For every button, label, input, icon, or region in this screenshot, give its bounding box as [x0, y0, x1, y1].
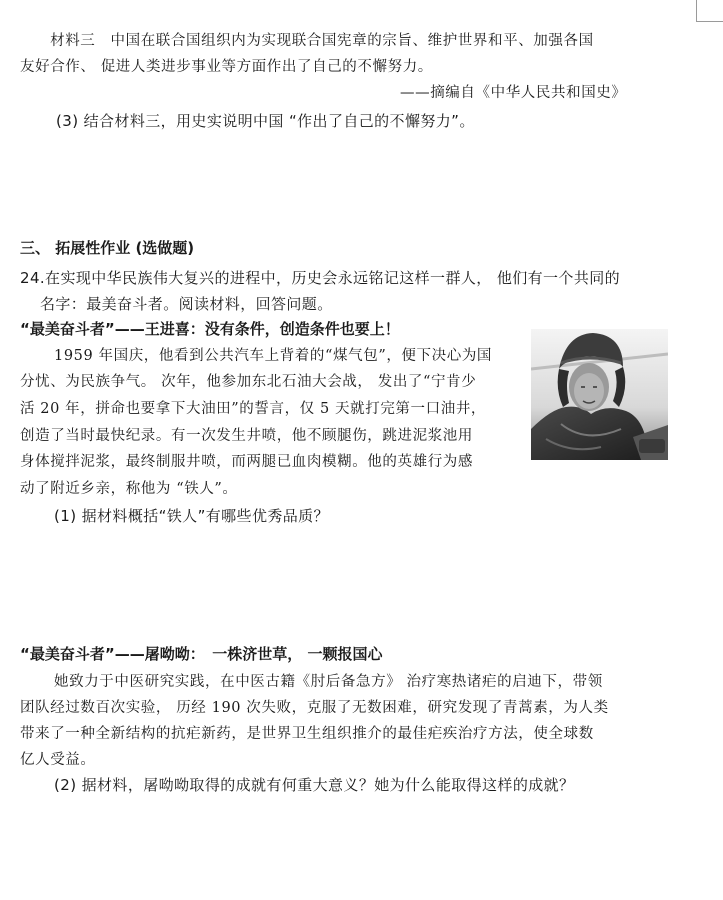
- tu-heading: “最美奋斗者”——屠呦呦： 一株济世草， 一颗报国心: [20, 645, 383, 663]
- tu-line-1: 她致力于中医研究实践，在中医古籍《肘后备急方》 治疗寒热诸疟的启迪下，带领: [54, 674, 603, 690]
- tu-line-2: 团队经过数百次实验， 历经 190 次失败，克服了无数困难，研究发现了青蒿素，为人类: [20, 700, 609, 716]
- wang-line-5: 身体搅拌泥浆，最终制服井喷，而两腿已血肉模糊。他的英雄行为感: [20, 454, 473, 470]
- wang-heading: “最美奋斗者”——王进喜：没有条件，创造条件也要上！: [20, 320, 400, 338]
- tu-question: (2) 据材料，屠呦呦取得的成就有何重大意义？她为什么能取得这样的成就？: [54, 776, 575, 794]
- section-title: 三、 拓展性作业 (选做题): [20, 239, 195, 257]
- wang-jinxi-photo: [531, 329, 668, 460]
- material3-source: ——摘编自《中华人民共和国史》: [400, 85, 627, 101]
- material3-question: (3) 结合材料三，用史实说明中国 “作出了自己的不懈努力”。: [56, 112, 475, 130]
- material3-line1: 材料三 中国在联合国组织内为实现联合国宪章的宗旨、维护世界和平、加强各国: [35, 33, 594, 49]
- material3-line2: 友好合作、 促进人类进步事业等方面作出了自己的不懈努力。: [20, 59, 433, 75]
- wang-line-4: 创造了当时最快纪录。有一次发生井喷，他不顾腿伤，跳进泥浆池用: [20, 428, 473, 444]
- q24-line1: 24.在实现中华民族伟大复兴的进程中，历史会永远铭记这样一群人， 他们有一个共同的: [20, 269, 621, 287]
- tu-line-3: 带来了一种全新结构的抗疟新药，是世界卫生组织推介的最佳疟疾治疗方法，使全球数: [20, 726, 594, 742]
- wang-question: (1) 据材料概括“铁人”有哪些优秀品质？: [54, 507, 329, 525]
- q24-line2: 名字：最美奋斗者。阅读材料，回答问题。: [40, 295, 333, 313]
- wang-line-3: 活 20 年，拼命也要拿下大油田”的誓言，仅 5 天就打完第一口油井，: [20, 401, 487, 417]
- wang-line-6: 动了附近乡亲，称他为 “铁人”。: [20, 481, 238, 497]
- wang-line-2: 分忧、为民族争气。 次年，他参加东北石油大会战， 发出了“宁肯少: [20, 374, 477, 390]
- tu-line-4: 亿人受益。: [20, 752, 96, 768]
- page-corner-mark: [696, 0, 723, 22]
- wang-line-1: 1959 年国庆，他看到公共汽车上背着的“煤气包”，便下决心为国: [54, 348, 493, 364]
